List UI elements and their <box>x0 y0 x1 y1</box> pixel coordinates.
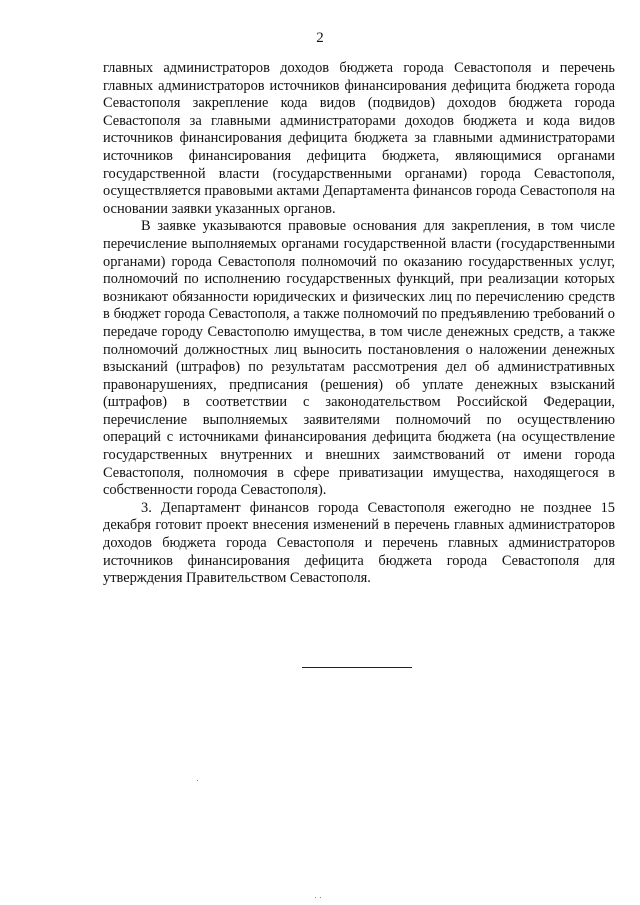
paragraph-continuation: главных администраторов доходов бюджета города Севастополя и перечень главных администраторов источников финансирования дефицита бюджета города Севастополя закрепление кода видов (подвидов) доходов бюджета города Севастополя за главными администраторами доходов бюджета и кода видов источников финансирования дефицита бюджета за главными администраторами источников финансирования дефицита бюджета, являющимися органами государственной власти (государственными органами) города Севастополя, осуществляется правовыми актами Департамента финансов города Севастополя на основании заявки указанных органов. <box>103 60 615 217</box>
scan-artifact <box>315 897 316 898</box>
page-number: 2 <box>316 30 324 46</box>
paragraph-application-grounds: В заявке указываются правовые основания для закрепления, в том числе перечисление выполняемых органами государственной власти (государственными органами) города Севастополя полномочий по оказанию государственных услуг, полномочий по исполнению государственных функций, при реализации которых возникают обязанности юридических и физических лиц по перечислению средств в бюджет города Севастополя, а также полномочий по предъявлению требований о передаче городу Севастополю имущества, в том числе денежных средств, а также полномочий должностных лиц выносить постановления о наложении денежных взысканий (штрафов) по результатам рассмотрения дел об административных правонарушениях, предписания (решения) об уплате денежных взысканий (штрафов) в соответствии с законодательством Российской Федерации, перечисление выполняемых заявителями полномочий по осуществлению операций с источниками финансирования дефицита бюджета (на осуществление государственных внутренних и внешних заимствований от имени города Севастополя, полномочия в сфере приватизации имущества, находящегося в собственности города Севастополя). <box>103 218 615 499</box>
document-body <box>103 60 615 588</box>
paragraph-item-3: 3. Департамент финансов города Севастополя ежегодно не позднее 15 декабря готовит проект внесения изменений в перечень главных администраторов доходов бюджета города Севастополя и перечень главных администраторов источников финансирования дефицита бюджета города Севастополя для утверждения Правительством Севастополя. <box>103 499 615 587</box>
scan-artifact <box>197 780 198 781</box>
end-of-text-rule <box>302 667 412 668</box>
scan-artifact <box>320 897 321 898</box>
